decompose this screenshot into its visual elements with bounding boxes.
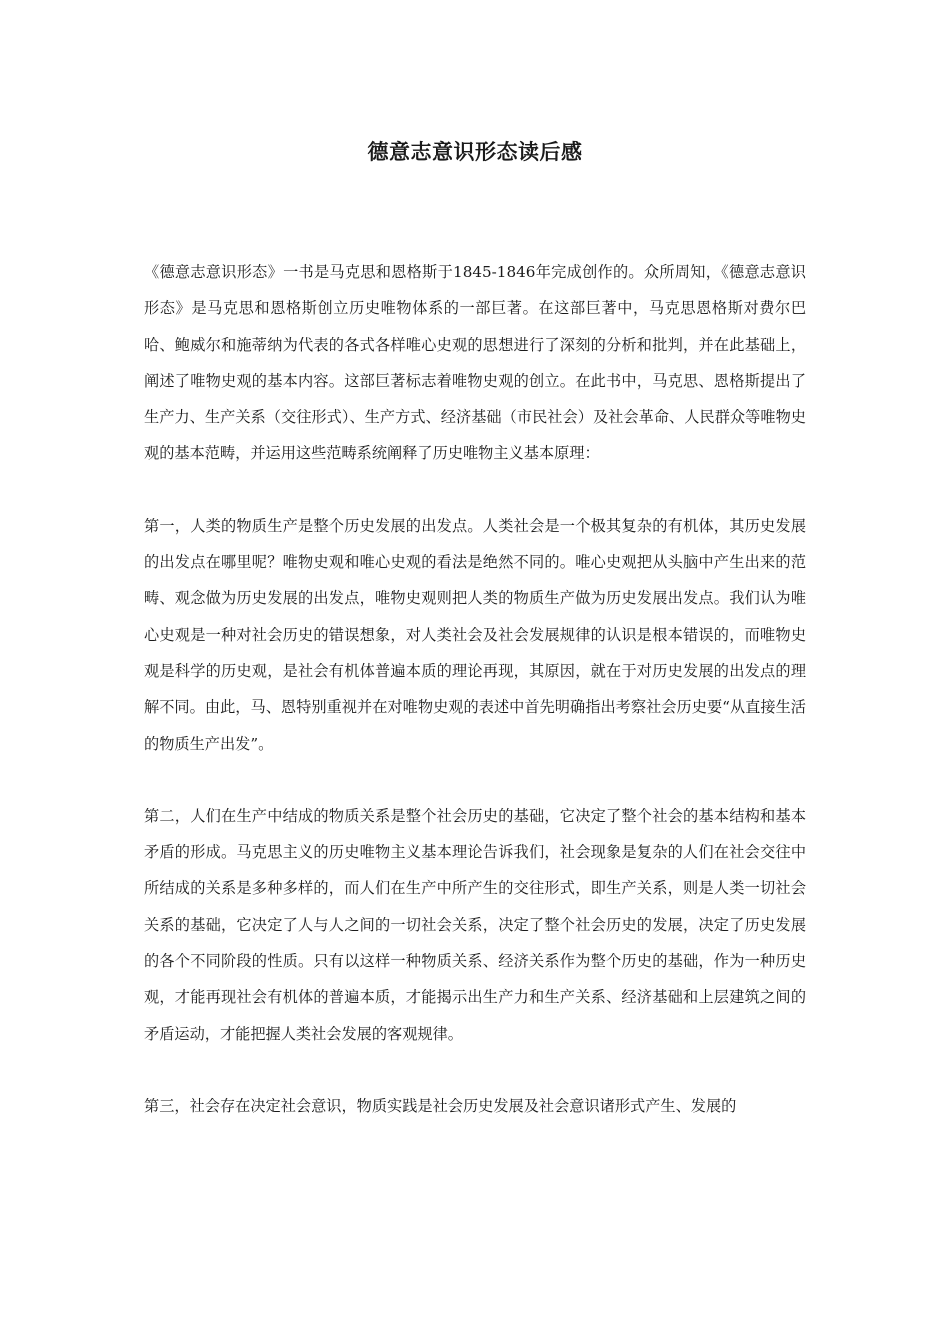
document-title: 德意志意识形态读后感 (367, 139, 583, 164)
paragraph-third-point: 第三，社会存在决定社会意识，物质实践是社会历史发展及社会意识诸形式产生、发展的 (144, 1096, 737, 1115)
paragraph-second-point: 第二，人们在生产中结成的物质关系是整个社会历史的基础，它决定了整个社会的基本结构和基本矛盾的形成。马克思主义的历史唯物主义基本理论告诉我们，社会现象是复杂的人们在社会交往中所结成的关系是多种多样的，而人们在生产中所产生的交往形式，即生产关系，则是人类一切社会关系的基础，它决定了人与人之间的一切社会关系，决定了整个社会历史的发展，决定了历史发展的各个不同阶段的性质。只有以这样一种物质关系、经济关系作为整个历史的基础，作为一种历史观，才能再现社会有机体的普遍本质，才能揭示出生产力和生产关系、经济基础和上层建筑之间的矛盾运动，才能把握人类社会发展的客观规律。 (144, 806, 806, 1043)
paragraph-intro: 《德意志意识形态》一书是马克思和恩格斯于1845-1846年完成创作的。众所周知，《德意志意识形态》是马克思和恩格斯创立历史唯物体系的一部巨著。在这部巨著中，马克思恩格斯对费尔巴哈、鲍威尔和施蒂纳为代表的各式各样唯心史观的思想进行了深刻的分析和批判，并在此基础上，阐述了唯物史观的基本内容。这部巨著标志着唯物史观的创立。在此书中，马克思、恩格斯提出了生产力、生产关系（交往形式）、生产方式、经济基础（市民社会）及社会革命、人民群众等唯物史观的基本范畴，并运用这些范畴系统阐释了历史唯物主义基本原理： (144, 263, 806, 463)
document-body (144, 254, 806, 1160)
paragraph-first-point: 第一，人类的物质生产是整个历史发展的出发点。人类社会是一个极其复杂的有机体，其历史发展的出发点在哪里呢？唯物史观和唯心史观的看法是绝然不同的。唯心史观把从头脑中产生出来的范畴、观念做为历史发展的出发点，唯物史观则把人类的物质生产做为历史发展出发点。我们认为唯心史观是一种对社会历史的错误想象，对人类社会及社会发展规律的认识是根本错误的，而唯物史观是科学的历史观，是社会有机体普遍本质的理论再现，其原因，就在于对历史发展的出发点的理解不同。由此，马、恩特别重视并在对唯物史观的表述中首先明确指出考察社会历史要“从直接生活的物质生产出发”。 (144, 516, 806, 753)
